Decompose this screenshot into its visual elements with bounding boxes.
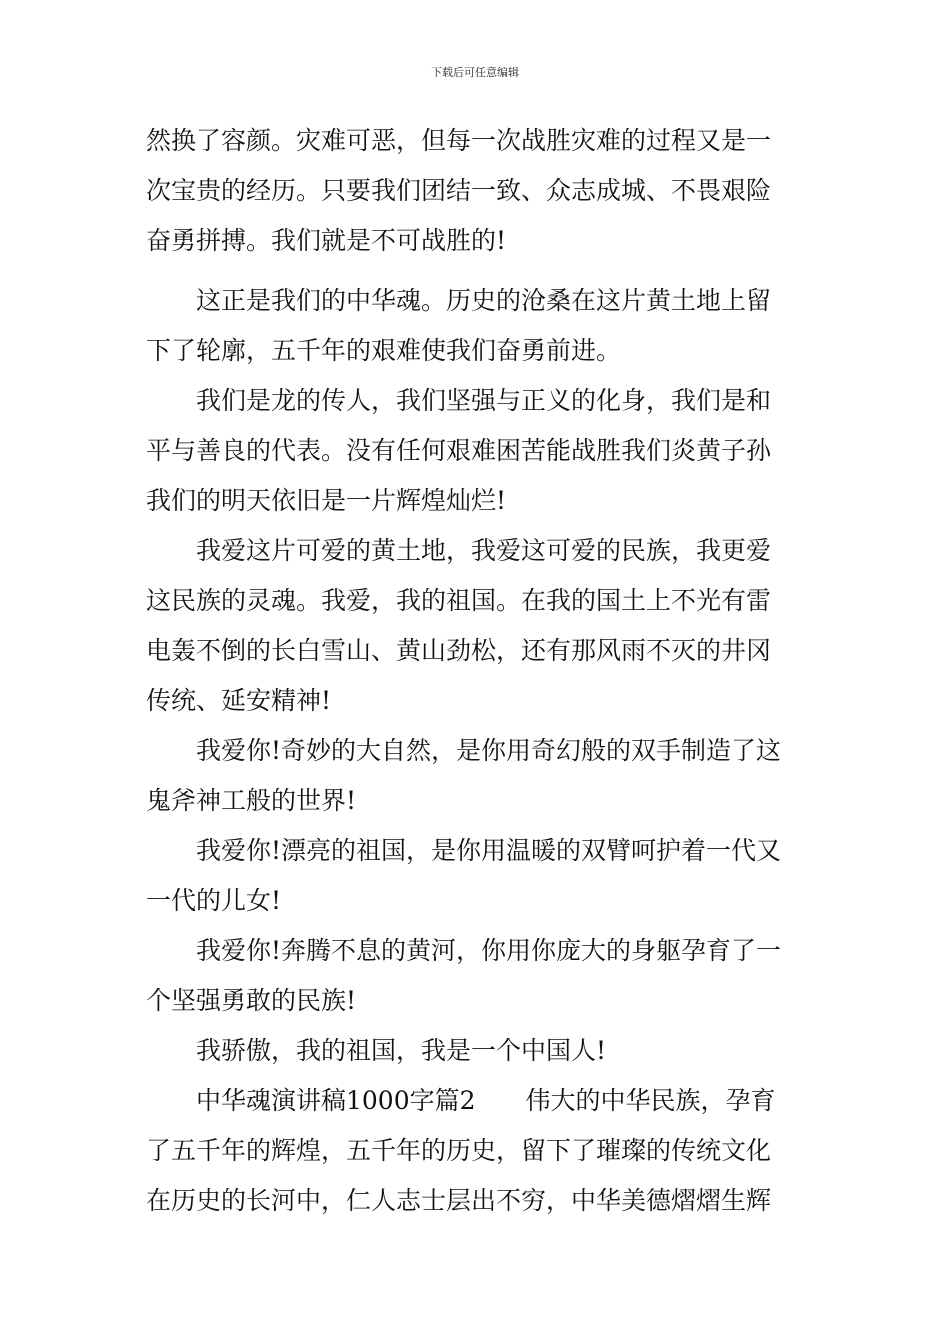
text-line: 在历史的长河中，仁人志士层出不穷，中华美德熠熠生辉 [146,1186,772,1215]
text-line: 鬼斧神工般的世界! [146,786,357,815]
section-opening-text: 伟大的中华民族，孕育 [525,1086,776,1115]
text-line: 我骄傲，我的祖国，我是一个中国人! [196,1036,607,1065]
text-line: 然换了容颜。灾难可恶，但每一次战胜灾难的过程又是一 [146,126,772,155]
text-line: 传统、延安精神! [146,686,332,715]
text-line: 我爱你!奔腾不息的黄河，你用你庞大的身躯孕育了一 [196,936,782,965]
text-line: 我们是龙的传人，我们坚强与正义的化身，我们是和 [196,386,772,415]
text-line: 我爱你!漂亮的祖国，是你用温暖的双臂呵护着一代又 [196,836,782,865]
text-line: 了五千年的辉煌，五千年的历史，留下了璀璨的传统文化 [146,1136,772,1165]
text-line: 次宝贵的经历。只要我们团结一致、众志成城、不畏艰险 [146,176,772,205]
text-line: 这民族的灵魂。我爱，我的祖国。在我的国土上不光有雷 [146,586,772,615]
section-heading: 中华魂演讲稿1000字篇2 [196,1086,476,1115]
text-line: 下了轮廓，五千年的艰难使我们奋勇前进。 [146,336,622,365]
section-heading-line [196,1084,776,1118]
text-line: 这正是我们的中华魂。历史的沧桑在这片黄土地上留 [196,286,772,315]
text-line: 一代的儿女! [146,886,282,915]
text-line: 电轰不倒的长白雪山、黄山劲松，还有那风雨不灭的井冈 [146,636,772,665]
text-line: 奋勇拼搏。我们就是不可战胜的! [146,226,507,255]
text-line: 我爱你!奇妙的大自然，是你用奇幻般的双手制造了这 [196,736,782,765]
text-line: 我爱这片可爱的黄土地，我爱这可爱的民族，我更爱 [196,536,772,565]
text-line: 平与善良的代表。没有任何艰难困苦能战胜我们炎黄子孙 [146,436,772,465]
text-line: 个坚强勇敢的民族! [146,986,357,1015]
page-header-note: 下载后可任意编辑 [431,66,519,79]
text-line: 我们的明天依旧是一片辉煌灿烂! [146,486,507,515]
